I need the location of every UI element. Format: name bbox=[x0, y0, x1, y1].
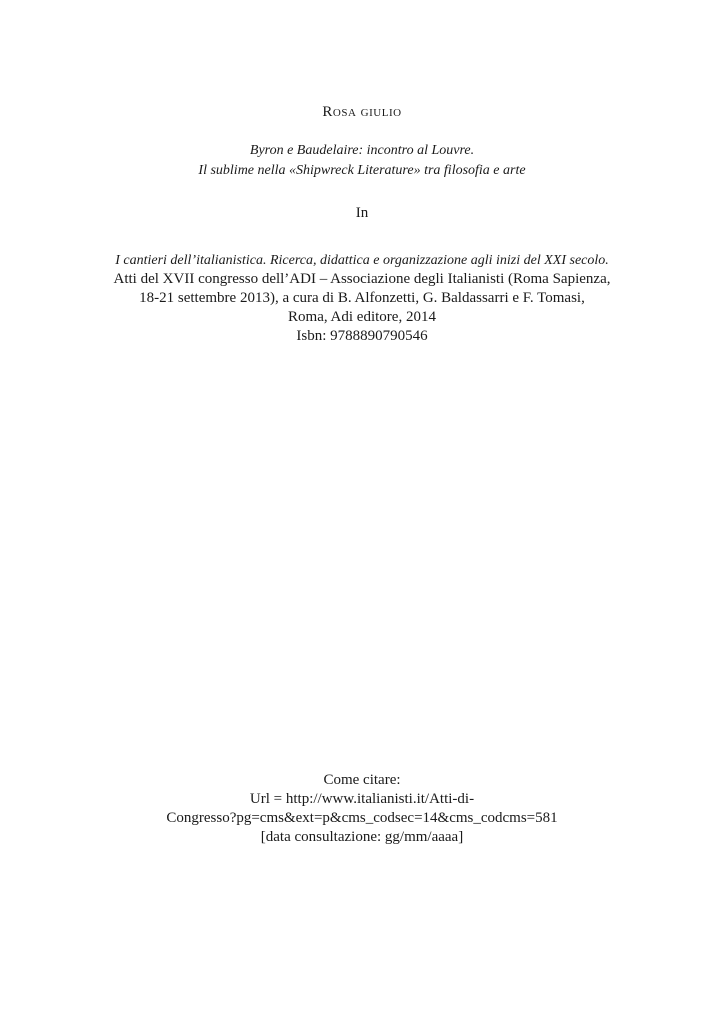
author-name: Rosa giulio bbox=[322, 104, 402, 120]
citation-info bbox=[0, 771, 724, 847]
citation-url-line-1: Url = http://www.italianisti.it/Atti-di- bbox=[249, 791, 475, 807]
source-isbn: Isbn: 9788890790546 bbox=[296, 328, 428, 344]
source-line-1: Atti del XVII congresso dell’ADI – Associazione degli Italianisti (Roma Sapienza, bbox=[113, 271, 611, 287]
source-title: I cantieri dell’italianistica. Ricerca, didattica e organizzazione agli inizi del XXI secolo. bbox=[115, 253, 609, 268]
in-label: In bbox=[355, 205, 369, 221]
citation-url-line-2: Congresso?pg=cms&ext=p&cms_codsec=14&cms_codcms=581 bbox=[166, 810, 558, 826]
paper-title-line-1: Byron e Baudelaire: incontro al Louvre. bbox=[249, 143, 475, 158]
citation-date-note: [data consultazione: gg/mm/aaaa] bbox=[260, 829, 464, 845]
paper-title-line-2: Il sublime nella «Shipwreck Literature» tra filosofia e arte bbox=[198, 163, 526, 178]
citation-heading: Come citare: bbox=[323, 772, 401, 788]
paper-title bbox=[0, 141, 724, 181]
source-line-2: 18-21 settembre 2013), a cura di B. Alfonzetti, G. Baldassarri e F. Tomasi, bbox=[139, 290, 585, 306]
source-info bbox=[0, 251, 724, 346]
source-line-3: Roma, Adi editore, 2014 bbox=[288, 309, 436, 325]
